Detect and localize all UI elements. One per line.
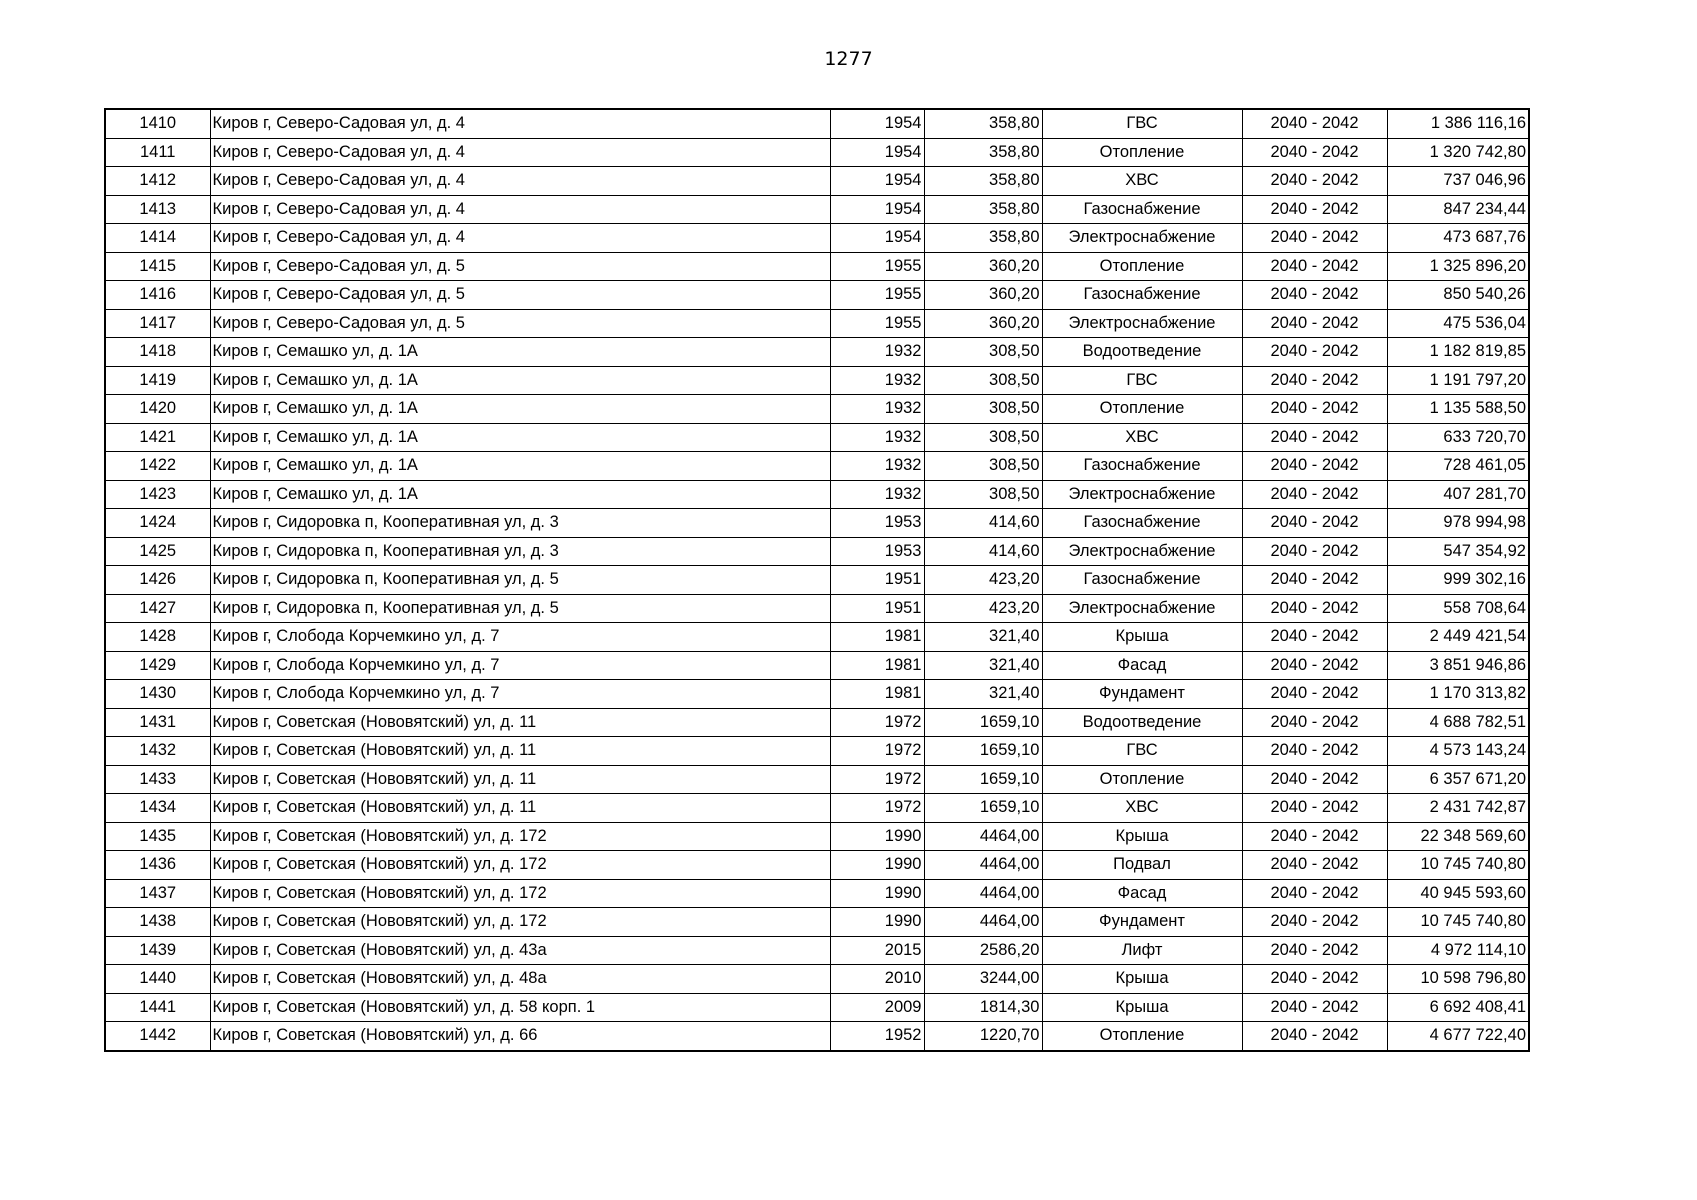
- area-cell: 360,20: [924, 252, 1042, 281]
- area-cell: 321,40: [924, 651, 1042, 680]
- address-cell: Киров г, Советская (Нововятский) ул, д. 11: [210, 765, 830, 794]
- address-cell: Киров г, Советская (Нововятский) ул, д. 11: [210, 737, 830, 766]
- year-cell: 1955: [830, 309, 924, 338]
- area-cell: 308,50: [924, 480, 1042, 509]
- row-number-cell: 1435: [105, 822, 210, 851]
- period-cell: 2040 - 2042: [1242, 509, 1387, 538]
- cost-cell: 10 745 740,80: [1387, 851, 1529, 880]
- area-cell: 308,50: [924, 366, 1042, 395]
- area-cell: 423,20: [924, 566, 1042, 595]
- cost-cell: 4 688 782,51: [1387, 708, 1529, 737]
- year-cell: 1932: [830, 423, 924, 452]
- period-cell: 2040 - 2042: [1242, 109, 1387, 138]
- work-type-cell: Отопление: [1042, 138, 1242, 167]
- work-type-cell: Крыша: [1042, 623, 1242, 652]
- work-type-cell: Отопление: [1042, 1022, 1242, 1051]
- table-row: [105, 594, 1529, 623]
- table-body: [105, 109, 1529, 1051]
- year-cell: 1932: [830, 366, 924, 395]
- cost-cell: 737 046,96: [1387, 167, 1529, 196]
- period-cell: 2040 - 2042: [1242, 167, 1387, 196]
- address-cell: Киров г, Советская (Нововятский) ул, д. 66: [210, 1022, 830, 1051]
- work-type-cell: Крыша: [1042, 965, 1242, 994]
- period-cell: 2040 - 2042: [1242, 224, 1387, 253]
- year-cell: 1990: [830, 879, 924, 908]
- table-row: [105, 794, 1529, 823]
- table-row: [105, 480, 1529, 509]
- address-cell: Киров г, Сидоровка п, Кооперативная ул, д. 3: [210, 537, 830, 566]
- work-type-cell: ХВС: [1042, 167, 1242, 196]
- year-cell: 1953: [830, 537, 924, 566]
- table-row: [105, 366, 1529, 395]
- year-cell: 1990: [830, 822, 924, 851]
- table-row: [105, 195, 1529, 224]
- row-number-cell: 1420: [105, 395, 210, 424]
- table-row: [105, 651, 1529, 680]
- table-row: [105, 822, 1529, 851]
- table-row: [105, 452, 1529, 481]
- repair-schedule-table: [104, 108, 1530, 1052]
- area-cell: 308,50: [924, 395, 1042, 424]
- cost-cell: 978 994,98: [1387, 509, 1529, 538]
- year-cell: 2015: [830, 936, 924, 965]
- area-cell: 4464,00: [924, 908, 1042, 937]
- table-row: [105, 537, 1529, 566]
- cost-cell: 2 431 742,87: [1387, 794, 1529, 823]
- work-type-cell: Газоснабжение: [1042, 509, 1242, 538]
- work-type-cell: Отопление: [1042, 765, 1242, 794]
- table-row: [105, 737, 1529, 766]
- table-row: [105, 138, 1529, 167]
- period-cell: 2040 - 2042: [1242, 908, 1387, 937]
- year-cell: 1932: [830, 338, 924, 367]
- period-cell: 2040 - 2042: [1242, 281, 1387, 310]
- year-cell: 1990: [830, 851, 924, 880]
- table-row: [105, 680, 1529, 709]
- address-cell: Киров г, Семашко ул, д. 1А: [210, 395, 830, 424]
- period-cell: 2040 - 2042: [1242, 1022, 1387, 1051]
- table-row: [105, 765, 1529, 794]
- period-cell: 2040 - 2042: [1242, 851, 1387, 880]
- row-number-cell: 1411: [105, 138, 210, 167]
- period-cell: 2040 - 2042: [1242, 395, 1387, 424]
- address-cell: Киров г, Советская (Нововятский) ул, д. 172: [210, 851, 830, 880]
- cost-cell: 999 302,16: [1387, 566, 1529, 595]
- cost-cell: 40 945 593,60: [1387, 879, 1529, 908]
- work-type-cell: Газоснабжение: [1042, 566, 1242, 595]
- area-cell: 358,80: [924, 224, 1042, 253]
- period-cell: 2040 - 2042: [1242, 566, 1387, 595]
- year-cell: 1972: [830, 737, 924, 766]
- area-cell: 1659,10: [924, 737, 1042, 766]
- work-type-cell: Лифт: [1042, 936, 1242, 965]
- address-cell: Киров г, Семашко ул, д. 1А: [210, 480, 830, 509]
- period-cell: 2040 - 2042: [1242, 879, 1387, 908]
- work-type-cell: Электроснабжение: [1042, 537, 1242, 566]
- table-row: [105, 566, 1529, 595]
- address-cell: Киров г, Северо-Садовая ул, д. 4: [210, 138, 830, 167]
- cost-cell: 1 191 797,20: [1387, 366, 1529, 395]
- address-cell: Киров г, Сидоровка п, Кооперативная ул, д. 3: [210, 509, 830, 538]
- table-row: [105, 1022, 1529, 1051]
- area-cell: 1659,10: [924, 708, 1042, 737]
- address-cell: Киров г, Советская (Нововятский) ул, д. 172: [210, 908, 830, 937]
- cost-cell: 633 720,70: [1387, 423, 1529, 452]
- row-number-cell: 1410: [105, 109, 210, 138]
- period-cell: 2040 - 2042: [1242, 680, 1387, 709]
- cost-cell: 850 540,26: [1387, 281, 1529, 310]
- year-cell: 1972: [830, 765, 924, 794]
- year-cell: 1954: [830, 138, 924, 167]
- work-type-cell: Крыша: [1042, 822, 1242, 851]
- area-cell: 360,20: [924, 309, 1042, 338]
- year-cell: 1972: [830, 794, 924, 823]
- cost-cell: 1 170 313,82: [1387, 680, 1529, 709]
- cost-cell: 473 687,76: [1387, 224, 1529, 253]
- cost-cell: 4 573 143,24: [1387, 737, 1529, 766]
- row-number-cell: 1442: [105, 1022, 210, 1051]
- table-row: [105, 936, 1529, 965]
- address-cell: Киров г, Северо-Садовая ул, д. 4: [210, 224, 830, 253]
- row-number-cell: 1436: [105, 851, 210, 880]
- year-cell: 1981: [830, 623, 924, 652]
- area-cell: 414,60: [924, 537, 1042, 566]
- work-type-cell: Отопление: [1042, 252, 1242, 281]
- period-cell: 2040 - 2042: [1242, 623, 1387, 652]
- period-cell: 2040 - 2042: [1242, 452, 1387, 481]
- row-number-cell: 1422: [105, 452, 210, 481]
- table-row: [105, 109, 1529, 138]
- work-type-cell: Электроснабжение: [1042, 224, 1242, 253]
- period-cell: 2040 - 2042: [1242, 195, 1387, 224]
- cost-cell: 1 386 116,16: [1387, 109, 1529, 138]
- row-number-cell: 1434: [105, 794, 210, 823]
- cost-cell: 728 461,05: [1387, 452, 1529, 481]
- row-number-cell: 1418: [105, 338, 210, 367]
- row-number-cell: 1417: [105, 309, 210, 338]
- area-cell: 1220,70: [924, 1022, 1042, 1051]
- area-cell: 358,80: [924, 138, 1042, 167]
- address-cell: Киров г, Северо-Садовая ул, д. 4: [210, 167, 830, 196]
- work-type-cell: Водоотведение: [1042, 708, 1242, 737]
- row-number-cell: 1414: [105, 224, 210, 253]
- cost-cell: 6 357 671,20: [1387, 765, 1529, 794]
- address-cell: Киров г, Северо-Садовая ул, д. 5: [210, 252, 830, 281]
- table-row: [105, 879, 1529, 908]
- period-cell: 2040 - 2042: [1242, 537, 1387, 566]
- row-number-cell: 1432: [105, 737, 210, 766]
- year-cell: 1990: [830, 908, 924, 937]
- work-type-cell: Отопление: [1042, 395, 1242, 424]
- page-number: 1277: [824, 48, 873, 70]
- year-cell: 1981: [830, 680, 924, 709]
- address-cell: Киров г, Слобода Корчемкино ул, д. 7: [210, 623, 830, 652]
- area-cell: 358,80: [924, 195, 1042, 224]
- row-number-cell: 1421: [105, 423, 210, 452]
- address-cell: Киров г, Семашко ул, д. 1А: [210, 423, 830, 452]
- address-cell: Киров г, Слобода Корчемкино ул, д. 7: [210, 680, 830, 709]
- row-number-cell: 1431: [105, 708, 210, 737]
- row-number-cell: 1437: [105, 879, 210, 908]
- row-number-cell: 1412: [105, 167, 210, 196]
- table-row: [105, 509, 1529, 538]
- cost-cell: 22 348 569,60: [1387, 822, 1529, 851]
- work-type-cell: ХВС: [1042, 423, 1242, 452]
- year-cell: 1953: [830, 509, 924, 538]
- row-number-cell: 1430: [105, 680, 210, 709]
- row-number-cell: 1419: [105, 366, 210, 395]
- work-type-cell: Фундамент: [1042, 680, 1242, 709]
- period-cell: 2040 - 2042: [1242, 708, 1387, 737]
- period-cell: 2040 - 2042: [1242, 822, 1387, 851]
- year-cell: 2009: [830, 993, 924, 1022]
- period-cell: 2040 - 2042: [1242, 138, 1387, 167]
- table-row: [105, 423, 1529, 452]
- cost-cell: 407 281,70: [1387, 480, 1529, 509]
- address-cell: Киров г, Семашко ул, д. 1А: [210, 338, 830, 367]
- cost-cell: 547 354,92: [1387, 537, 1529, 566]
- cost-cell: 2 449 421,54: [1387, 623, 1529, 652]
- address-cell: Киров г, Северо-Садовая ул, д. 4: [210, 109, 830, 138]
- area-cell: 308,50: [924, 423, 1042, 452]
- row-number-cell: 1415: [105, 252, 210, 281]
- table-row: [105, 338, 1529, 367]
- address-cell: Киров г, Советская (Нововятский) ул, д. 172: [210, 822, 830, 851]
- period-cell: 2040 - 2042: [1242, 309, 1387, 338]
- area-cell: 321,40: [924, 680, 1042, 709]
- row-number-cell: 1416: [105, 281, 210, 310]
- area-cell: 3244,00: [924, 965, 1042, 994]
- row-number-cell: 1428: [105, 623, 210, 652]
- work-type-cell: Газоснабжение: [1042, 281, 1242, 310]
- cost-cell: 475 536,04: [1387, 309, 1529, 338]
- table-row: [105, 623, 1529, 652]
- year-cell: 1954: [830, 195, 924, 224]
- address-cell: Киров г, Сидоровка п, Кооперативная ул, д. 5: [210, 594, 830, 623]
- address-cell: Киров г, Советская (Нововятский) ул, д. 172: [210, 879, 830, 908]
- cost-cell: 1 320 742,80: [1387, 138, 1529, 167]
- work-type-cell: Водоотведение: [1042, 338, 1242, 367]
- area-cell: 1659,10: [924, 765, 1042, 794]
- area-cell: 423,20: [924, 594, 1042, 623]
- period-cell: 2040 - 2042: [1242, 594, 1387, 623]
- period-cell: 2040 - 2042: [1242, 480, 1387, 509]
- address-cell: Киров г, Северо-Садовая ул, д. 5: [210, 309, 830, 338]
- table-row: [105, 309, 1529, 338]
- year-cell: 1972: [830, 708, 924, 737]
- address-cell: Киров г, Советская (Нововятский) ул, д. 11: [210, 794, 830, 823]
- period-cell: 2040 - 2042: [1242, 737, 1387, 766]
- address-cell: Киров г, Советская (Нововятский) ул, д. 48а: [210, 965, 830, 994]
- cost-cell: 10 598 796,80: [1387, 965, 1529, 994]
- table-row: [105, 167, 1529, 196]
- year-cell: 2010: [830, 965, 924, 994]
- work-type-cell: Крыша: [1042, 993, 1242, 1022]
- work-type-cell: Газоснабжение: [1042, 452, 1242, 481]
- work-type-cell: Фундамент: [1042, 908, 1242, 937]
- area-cell: 360,20: [924, 281, 1042, 310]
- address-cell: Киров г, Северо-Садовая ул, д. 4: [210, 195, 830, 224]
- work-type-cell: ГВС: [1042, 737, 1242, 766]
- work-type-cell: Электроснабжение: [1042, 480, 1242, 509]
- cost-cell: 4 677 722,40: [1387, 1022, 1529, 1051]
- year-cell: 1955: [830, 252, 924, 281]
- table-row: [105, 993, 1529, 1022]
- area-cell: 308,50: [924, 452, 1042, 481]
- year-cell: 1932: [830, 480, 924, 509]
- area-cell: 321,40: [924, 623, 1042, 652]
- area-cell: 414,60: [924, 509, 1042, 538]
- row-number-cell: 1429: [105, 651, 210, 680]
- row-number-cell: 1426: [105, 566, 210, 595]
- work-type-cell: ХВС: [1042, 794, 1242, 823]
- work-type-cell: Электроснабжение: [1042, 309, 1242, 338]
- year-cell: 1954: [830, 109, 924, 138]
- table-row: [105, 851, 1529, 880]
- row-number-cell: 1424: [105, 509, 210, 538]
- year-cell: 1954: [830, 167, 924, 196]
- work-type-cell: Электроснабжение: [1042, 594, 1242, 623]
- table-row: [105, 224, 1529, 253]
- period-cell: 2040 - 2042: [1242, 252, 1387, 281]
- address-cell: Киров г, Слобода Корчемкино ул, д. 7: [210, 651, 830, 680]
- cost-cell: 1 182 819,85: [1387, 338, 1529, 367]
- period-cell: 2040 - 2042: [1242, 765, 1387, 794]
- row-number-cell: 1423: [105, 480, 210, 509]
- cost-cell: 10 745 740,80: [1387, 908, 1529, 937]
- cost-cell: 4 972 114,10: [1387, 936, 1529, 965]
- period-cell: 2040 - 2042: [1242, 651, 1387, 680]
- row-number-cell: 1439: [105, 936, 210, 965]
- area-cell: 4464,00: [924, 822, 1042, 851]
- year-cell: 1932: [830, 395, 924, 424]
- work-type-cell: ГВС: [1042, 109, 1242, 138]
- row-number-cell: 1425: [105, 537, 210, 566]
- area-cell: 4464,00: [924, 879, 1042, 908]
- year-cell: 1981: [830, 651, 924, 680]
- cost-cell: 847 234,44: [1387, 195, 1529, 224]
- year-cell: 1955: [830, 281, 924, 310]
- period-cell: 2040 - 2042: [1242, 366, 1387, 395]
- row-number-cell: 1438: [105, 908, 210, 937]
- row-number-cell: 1440: [105, 965, 210, 994]
- year-cell: 1932: [830, 452, 924, 481]
- period-cell: 2040 - 2042: [1242, 965, 1387, 994]
- period-cell: 2040 - 2042: [1242, 338, 1387, 367]
- cost-cell: 3 851 946,86: [1387, 651, 1529, 680]
- address-cell: Киров г, Северо-Садовая ул, д. 5: [210, 281, 830, 310]
- period-cell: 2040 - 2042: [1242, 936, 1387, 965]
- year-cell: 1951: [830, 566, 924, 595]
- row-number-cell: 1413: [105, 195, 210, 224]
- table-row: [105, 908, 1529, 937]
- work-type-cell: ГВС: [1042, 366, 1242, 395]
- address-cell: Киров г, Семашко ул, д. 1А: [210, 366, 830, 395]
- area-cell: 1814,30: [924, 993, 1042, 1022]
- table-row: [105, 395, 1529, 424]
- year-cell: 1954: [830, 224, 924, 253]
- work-type-cell: Подвал: [1042, 851, 1242, 880]
- address-cell: Киров г, Советская (Нововятский) ул, д. 11: [210, 708, 830, 737]
- cost-cell: 1 135 588,50: [1387, 395, 1529, 424]
- period-cell: 2040 - 2042: [1242, 794, 1387, 823]
- table-row: [105, 281, 1529, 310]
- period-cell: 2040 - 2042: [1242, 423, 1387, 452]
- area-cell: 358,80: [924, 109, 1042, 138]
- address-cell: Киров г, Сидоровка п, Кооперативная ул, д. 5: [210, 566, 830, 595]
- address-cell: Киров г, Советская (Нововятский) ул, д. 43а: [210, 936, 830, 965]
- work-type-cell: Фасад: [1042, 879, 1242, 908]
- cost-cell: 558 708,64: [1387, 594, 1529, 623]
- table-row: [105, 252, 1529, 281]
- row-number-cell: 1441: [105, 993, 210, 1022]
- area-cell: 1659,10: [924, 794, 1042, 823]
- address-cell: Киров г, Семашко ул, д. 1А: [210, 452, 830, 481]
- work-type-cell: Газоснабжение: [1042, 195, 1242, 224]
- cost-cell: 6 692 408,41: [1387, 993, 1529, 1022]
- area-cell: 358,80: [924, 167, 1042, 196]
- year-cell: 1951: [830, 594, 924, 623]
- area-cell: 2586,20: [924, 936, 1042, 965]
- cost-cell: 1 325 896,20: [1387, 252, 1529, 281]
- period-cell: 2040 - 2042: [1242, 993, 1387, 1022]
- area-cell: 4464,00: [924, 851, 1042, 880]
- table-row: [105, 965, 1529, 994]
- work-type-cell: Фасад: [1042, 651, 1242, 680]
- year-cell: 1952: [830, 1022, 924, 1051]
- row-number-cell: 1427: [105, 594, 210, 623]
- area-cell: 308,50: [924, 338, 1042, 367]
- row-number-cell: 1433: [105, 765, 210, 794]
- table-row: [105, 708, 1529, 737]
- address-cell: Киров г, Советская (Нововятский) ул, д. 58 корп. 1: [210, 993, 830, 1022]
